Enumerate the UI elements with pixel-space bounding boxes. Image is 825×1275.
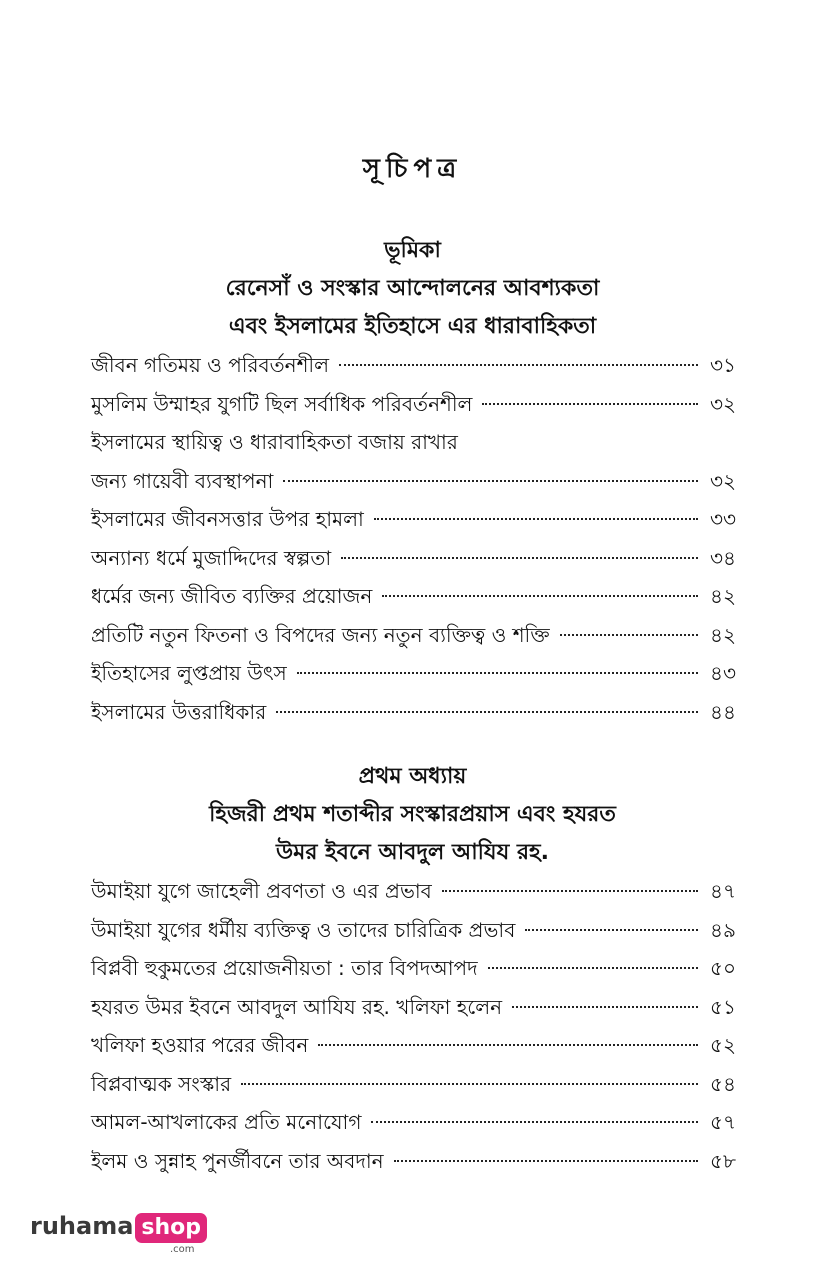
toc-entry-title: উমাইয়া যুগের ধর্মীয় ব্যক্তিত্ব ও তাদের চারিত্রিক প্রভাব (91, 917, 516, 942)
dot-leader (525, 929, 698, 931)
toc-entry-title: জীবন গতিময় ও পরিবর্তনশীল (91, 353, 330, 377)
toc-entry-page-number: ৪৭ (710, 879, 736, 903)
toc-entry (91, 577, 736, 616)
logo-badge: shop (135, 1213, 207, 1243)
section-heading-line: উমর ইবনে আবদুল আযিয রহ. (276, 840, 549, 865)
toc-entry-page-number: ৪২ (710, 584, 736, 608)
section-heading-line: ভূমিকা (384, 238, 441, 263)
page-title: সূচিপত্র (362, 154, 463, 184)
toc-entry-page-number: ৩২ (709, 468, 736, 493)
ruhamashop-logo (30, 1212, 207, 1255)
section-heading-line: প্রথম অধ্যায় (358, 764, 467, 789)
toc-entry (91, 462, 736, 501)
toc-entry-page-number: ৫৪ (710, 1071, 736, 1096)
dot-leader (482, 403, 698, 405)
toc-entry-page-number: ৫১ (710, 994, 736, 1019)
dot-leader (283, 480, 698, 482)
toc-entry (91, 911, 736, 950)
toc-entry-title: ইতিহাসের লুপ্তপ্রায় উৎস (91, 661, 287, 685)
toc-entry-page-number: ৫৮ (710, 1148, 736, 1173)
toc-entry (91, 693, 736, 732)
dot-leader (382, 595, 698, 597)
toc-entry (91, 385, 736, 424)
toc-entry-title: ইসলামের স্থায়িত্ব ও ধারাবাহিকতা বজায় রাখার (91, 430, 458, 454)
toc-entry-page-number: ৩৪ (710, 545, 736, 570)
toc-entry (91, 1026, 736, 1065)
toc-entry-title: প্রতিটি নতুন ফিতনা ও বিপদের জন্য নতুন ব্যক্তিত্ব ও শক্তি (91, 622, 550, 647)
dot-leader (512, 1006, 698, 1008)
dot-leader (371, 1121, 698, 1123)
toc-entry (91, 500, 736, 539)
dot-leader (560, 634, 698, 636)
dot-leader (488, 967, 698, 969)
toc-entry (91, 1103, 736, 1142)
toc-entry (91, 949, 736, 988)
toc-entry (91, 539, 736, 578)
toc-entry-title: ইসলামের উত্তরাধিকার (91, 699, 267, 724)
dot-leader (442, 890, 698, 892)
toc-entry (91, 1065, 736, 1104)
dot-leader (276, 711, 698, 713)
dot-leader (339, 364, 698, 366)
toc-entry (91, 616, 736, 655)
logo-suffix: .com (170, 1244, 195, 1255)
toc-entry-title: ইসলামের জীবনসত্তার উপর হামলা (91, 507, 364, 531)
dot-leader (297, 672, 698, 674)
toc-entry-list (91, 346, 736, 731)
toc-entry-page-number: ৫২ (710, 1033, 736, 1057)
toc-entry-title: খলিফা হওয়ার পরের জীবন (91, 1033, 309, 1057)
toc-entry (91, 346, 736, 385)
toc-entry-list (91, 872, 736, 1180)
toc-entry-title: হযরত উমর ইবনে আবদুল আযিয রহ. খলিফা হলেন (91, 994, 503, 1019)
toc-entry-title: অন্যান্য ধর্মে মুজাদ্দিদের স্বল্পতা (91, 545, 332, 570)
toc-entry-page-number: ৪৪ (710, 699, 736, 724)
toc-entry-page-number: ৫০ (710, 956, 736, 980)
toc-entry-page-number: ৩১ (710, 353, 736, 377)
toc-entry-page-number: ৫৭ (710, 1110, 736, 1134)
toc-entry-page-number: ৪৩ (710, 661, 736, 685)
dot-leader (318, 1044, 698, 1046)
toc-entry (91, 988, 736, 1027)
toc-entry-title: ধর্মের জন্য জীবিত ব্যক্তির প্রয়োজন (91, 584, 373, 608)
dot-leader (394, 1160, 698, 1162)
toc-entry-title: মুসলিম উম্মাহর যুগটি ছিল সর্বাধিক পরিবর্তনশীল (91, 391, 473, 416)
section-heading-line: রেনেসাঁ ও সংস্কার আন্দোলনের আবশ্যকতা (225, 276, 600, 301)
dot-leader (374, 518, 698, 520)
toc-entry-title: উমাইয়া যুগে জাহেলী প্রবণতা ও এর প্রভাব (91, 879, 432, 903)
toc-entry-page-number: ৩৩ (709, 507, 736, 531)
toc-entry (91, 872, 736, 911)
dot-leader (341, 557, 698, 559)
toc-entry (91, 423, 736, 462)
toc-entry-page-number: ৩২ (709, 391, 736, 416)
toc-entry-title: বিপ্লবাত্মক সংস্কার (91, 1071, 232, 1096)
toc-entry-page-number: ৪৯ (710, 917, 736, 942)
dot-leader (241, 1083, 698, 1085)
toc-entry (91, 654, 736, 693)
logo-text: ruhama (30, 1212, 134, 1240)
toc-entry-page-number: ৪২ (710, 622, 736, 647)
toc-entry-title: জন্য গায়েবী ব্যবস্থাপনা (91, 468, 274, 493)
toc-entry (91, 1142, 736, 1181)
toc-entry-title: আমল-আখলাকের প্রতি মনোযোগ (91, 1110, 362, 1134)
section-heading-line: এবং ইসলামের ইতিহাসে এর ধারাবাহিকতা (228, 314, 597, 339)
toc-entry-title: ইলম ও সুন্নাহ পুনর্জীবনে তার অবদান (91, 1148, 384, 1173)
section-chapter-one (0, 758, 825, 1180)
toc-entry-title: বিপ্লবী হুকুমতের প্রয়োজনীয়তা : তার বিপদআপদ (91, 956, 478, 980)
section-heading-line: হিজরী প্রথম শতাব্দীর সংস্কারপ্রয়াস এবং হযরত (209, 802, 616, 827)
section-introduction (0, 232, 825, 731)
